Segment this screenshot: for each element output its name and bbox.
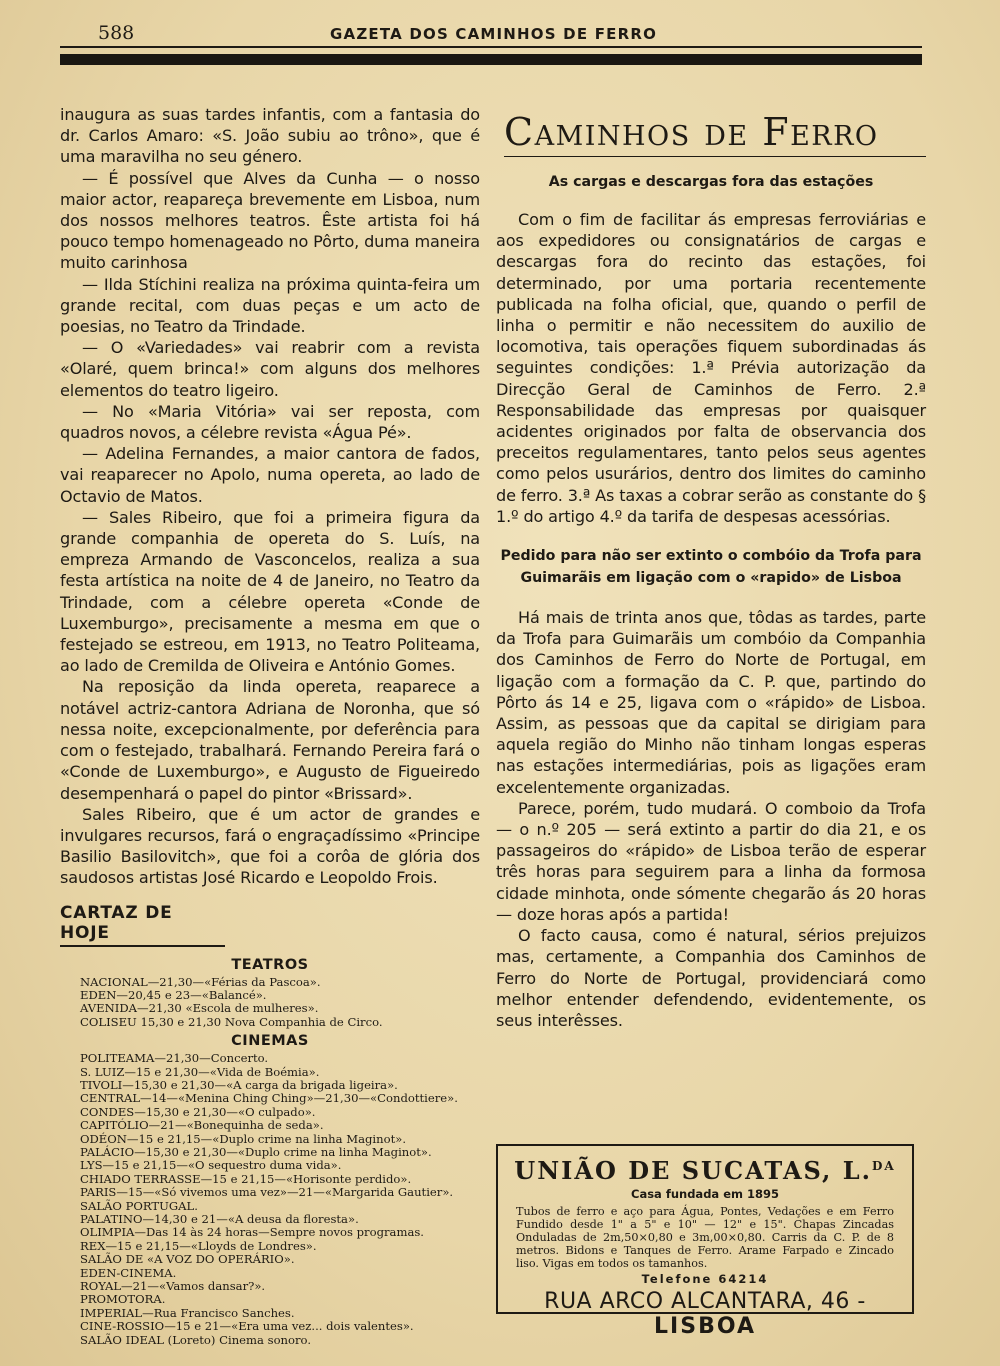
list-item: EDEN—20,45 e 23—«Balancé». <box>80 987 267 1002</box>
ad-phone: Telefone 64214 <box>641 1272 769 1286</box>
list-item: ODÉON—15 e 21,15—«Duplo crime na linha Maginot». <box>80 1131 407 1146</box>
paragraph: Na reposição da linda opereta, reaparece a notável actriz-cantora Adriana de Noronha, que só nessa noite, excepcionalmente, por deferência para com o festejado, trabalhará. Fernando Pereira fará o «Conde de Luxemburgo», e Augusto de Figueiredo desempenhará o papel do pintor «Brissard». <box>60 677 480 803</box>
cartaz-title: CARTAZ DE HOJE <box>60 903 225 947</box>
paragraph: Há mais de trinta anos que, tôdas as tardes, parte da Trofa para Guimarãis um combóio da Companhia dos Caminhos de Ferro do Norte de Portugal, em ligação com a formação da C. P. que, partindo do Pôrto ás 14 e 25, ligava com o «rápido» de Lisboa. Assim, as pessoas que da capital se dirigiam para aquela região do Minho não tinham longas esperas nas estações intermediárias, pois as ligações eram excelentemente organizadas. <box>496 608 926 797</box>
list-item: S. LUIZ—15 e 21,30—«Vida de Boémia». <box>80 1064 320 1079</box>
list-item: CONDES—15,30 e 21,30—«O culpado». <box>80 1104 316 1119</box>
header-rule-thick <box>60 54 922 65</box>
paragraph: — O «Variedades» vai reabrir com a revista «Olaré, quem brinca!» com alguns dos melhores elementos do teatro ligeiro. <box>60 338 480 400</box>
headline-line: Pedido para não ser extinto o combóio da Trofa para <box>500 548 922 565</box>
header-rule-thin <box>60 46 922 48</box>
left-column <box>60 104 480 1347</box>
list-item: REX—15 e 21,15—«Lloyds de Londres». <box>80 1238 317 1253</box>
list-item: SALÃO IDEAL (Loreto) Cinema sonoro. <box>80 1332 312 1347</box>
list-item: OLIMPIA—Das 14 às 24 horas—Sempre novos programas. <box>80 1225 424 1240</box>
section-title: Caminhos de Ferro <box>504 110 926 157</box>
list-item: CAPITÓLIO—21—«Bonequinha de seda». <box>80 1118 324 1133</box>
paragraph: O facto causa, como é natural, sérios prejuizos mas, certamente, a Companhia dos Caminhos de Ferro do Norte de Portugal, providenciará como melhor entender defendendo, evidentemente, os seus interêsses. <box>496 926 926 1030</box>
paragraph: — Ilda Stíchini realiza na próxima quinta-feira um grande recital, com duas peças e um acto de poesias, no Teatro da Trindade. <box>60 274 480 337</box>
paragraph: inaugura as suas tardes infantis, com a fantasia do dr. Carlos Amaro: «S. João subiu ao trôno», que é uma maravilha no seu género. <box>60 105 480 167</box>
list-item: SALÃO PORTUGAL. <box>80 1198 198 1213</box>
list-item: CINE-ROSSIO—15 e 21—«Era uma vez... dois valentes». <box>80 1319 414 1334</box>
list-item: PARIS—15—«Só vivemos uma vez»—21—«Margarida Gautier». <box>80 1185 454 1200</box>
paragraph: Com o fim de facilitar ás empresas ferroviárias e aos expedidores ou consignatários de cargas e descargas fora do recinto das estações, foi determinado, por uma portaria recentemente publicada na folha oficial, que, quando o perfil de linha o permitir e não necessitem do auxilio de locomotiva, tais operações fiquem subordinadas ás seguintes condições: 1.ª Prévia autorização da Direcção Geral de Caminhos de Ferro. 2.ª Responsabilidade das empresas por quaisquer acidentes originados por falta de observancia dos preceitos regulamentares, tanto pelos seus agentes como pelos usurários, dentro dos limites do caminho de ferro. 3.ª As taxas a cobrar serão as constante do § 1.º do artigo 4.º da tarifa de despesas acessórias. <box>496 210 926 526</box>
right-column <box>496 104 926 1031</box>
publication-title: GAZETA DOS CAMINHOS DE FERRO <box>330 25 658 43</box>
list-item: PROMOTORA. <box>80 1292 166 1307</box>
list-item: SALÃO DE «A VOZ DO OPERÁRIO». <box>80 1252 295 1267</box>
list-item: POLITEAMA—21,30—Concerto. <box>80 1051 269 1066</box>
list-item: CENTRAL—14—«Menina Ching Ching»—21,30—«Condottiere». <box>80 1091 458 1106</box>
ad-founded: Casa fundada em 1895 <box>631 1187 779 1201</box>
list-item: ROYAL—21—«Vamos dansar?». <box>80 1279 266 1294</box>
list-item: NACIONAL—21,30—«Férias da Pascoa». <box>80 974 321 989</box>
paragraph: — É possível que Alves da Cunha — o nosso maior actor, reapareça brevemente em Lisboa, num dos nossos melhores teatros. Êste artista foi há pouco tempo homenageado no Pôrto, duma maneira muito carinhosa <box>60 168 480 273</box>
ad-name-text: UNIÃO DE SUCATAS, L. <box>514 1156 872 1185</box>
list-item: IMPERIAL—Rua Francisco Sanches. <box>80 1305 295 1320</box>
list-item: TIVOLI—15,30 e 21,30—«A carga da brigada ligeira». <box>80 1077 398 1092</box>
ad-address-city: LISBOA <box>654 1314 756 1339</box>
teatros-list <box>60 976 480 1030</box>
paragraph: — Adelina Fernandes, a maior cantora de fados, vai reaparecer no Apolo, numa opereta, ao lado de Octavio de Matos. <box>60 444 480 506</box>
list-item: PALÁCIO—15,30 e 21,30—«Duplo crime na linha Maginot». <box>80 1144 432 1159</box>
article-headline: As cargas e descargas fora das estações <box>548 174 874 190</box>
list-item: PALATINO—14,30 e 21—«A deusa da floresta». <box>80 1212 359 1227</box>
teatros-heading: TEATROS <box>231 956 309 973</box>
paragraph: — No «Maria Vitória» vai ser reposta, com quadros novos, a célebre revista «Água Pé». <box>60 401 480 443</box>
paragraph: Sales Ribeiro, que é um actor de grandes e invulgares recursos, fará o engraçadíssimo «Principe Basilio Basilovitch», que foi a corôa de glória dos saudosos artistas José Ricardo e Leopoldo Frois. <box>60 804 480 888</box>
ad-body: Tubos de ferro e aço para Água, Pontes, Vedações e em Ferro Fundido desde 1" a 5" e 10" — 12" e 15". Chapas Zincadas Onduladas de 2m,50×0,80 e 3m,00×0,80. Carris da C. P. de 8 metros. Bidons e Tanques de Ferro. Arame Farpado e Zincado liso. Vigas em todos os tamanhos. <box>516 1205 894 1270</box>
list-item: EDEN-CINEMA. <box>80 1265 177 1280</box>
paragraph: — Sales Ribeiro, que foi a primeira figura da grande companhia de opereta do S. Luís, na empreza Armando de Vasconcelos, realiza a sua festa artística na noite de 4 de Janeiro, no Teatro da Trindade, com a célebre opereta «Conde de Luxemburgo», precisamente a mesma em que o festejado se estreou, em 1913, no Teatro Politeama, ao lado de Cremilda de Oliveira e António Gomes. <box>60 507 480 676</box>
paragraph: Parece, porém, tudo mudará. O comboio da Trofa — o n.º 205 — será extinto a partir do dia 21, e os passageiros do «rápido» de Lisboa terão de esperar três horas para seguirem para a linha da formosa cidade minhota, onde sómente chegarão ás 20 horas — doze horas após a partida! <box>496 798 926 924</box>
list-item: LYS—15 e 21,15—«O sequestro duma vida». <box>80 1158 342 1173</box>
ad-company-name <box>498 1156 912 1185</box>
cinemas-heading: CINEMAS <box>231 1033 309 1050</box>
list-item: CHIADO TERRASSE—15 e 21,15—«Horisonte perdido». <box>80 1171 412 1186</box>
list-item: AVENIDA—21,30 «Escola de mulheres». <box>80 1001 319 1016</box>
article-headline <box>496 545 926 589</box>
ad-address-street: RUA ARCO ALCANTARA, 46 - <box>544 1289 866 1314</box>
ad-name-superscript: DA <box>871 1159 896 1173</box>
ad-address <box>498 1289 912 1339</box>
advertisement <box>496 1144 914 1339</box>
headline-line: Guimarãis em ligação com o «rapido» de Lisboa <box>520 570 902 587</box>
list-item: COLISEU 15,30 e 21,30 Nova Companhia de Circo. <box>80 1014 383 1029</box>
page-number: 588 <box>98 22 135 44</box>
cinemas-list <box>60 1052 480 1347</box>
